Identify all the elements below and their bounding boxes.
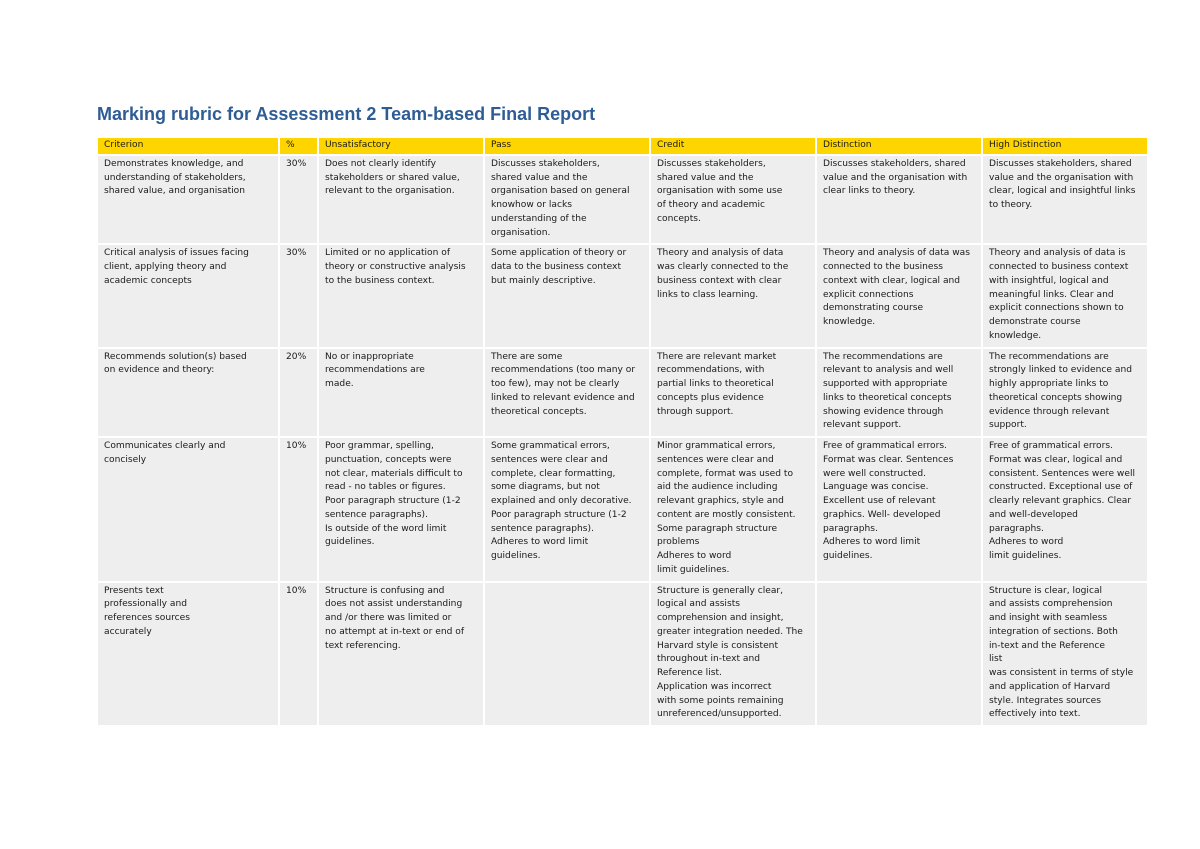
header-pass: Pass — [485, 138, 649, 154]
criterion-cell: Demonstrates knowledge, and understanding of stakeholders, shared value, and organisation — [98, 156, 278, 244]
unsatisfactory-cell: Limited or no application of theory or constructive analysis to the business context. — [319, 245, 483, 346]
table-row — [98, 583, 1147, 726]
table-row — [98, 245, 1147, 346]
percent-cell: 30% — [280, 245, 317, 346]
header-percent: % — [280, 138, 317, 154]
distinction-cell: Theory and analysis of data was connected to the business context with clear, logical and explicit connections demonstrating course knowledge. — [817, 245, 981, 346]
distinction-cell: Discusses stakeholders, shared value and the organisation with clear links to theory. — [817, 156, 981, 244]
table-row — [98, 156, 1147, 244]
rubric-table — [96, 136, 1149, 727]
high-distinction-cell: Structure is clear, logical and assists comprehension and insight with seamless integration of sections. Both in-text and the Reference list was consistent in terms of style and application of Harvard style. Integrates sources effectively into text. — [983, 583, 1147, 726]
pass-cell: Some grammatical errors, sentences were clear and complete, clear formatting, some diagrams, but not explained and only decorative. Poor paragraph structure (1-2 sentence paragraphs). Adheres to word limit guidelines. — [485, 438, 649, 581]
pass-cell: Some application of theory or data to the business context but mainly descriptive. — [485, 245, 649, 346]
criterion-cell: Critical analysis of issues facing client, applying theory and academic concepts — [98, 245, 278, 346]
unsatisfactory-cell: No or inappropriate recommendations are made. — [319, 349, 483, 437]
header-credit: Credit — [651, 138, 815, 154]
percent-cell: 30% — [280, 156, 317, 244]
pass-cell — [485, 583, 649, 726]
high-distinction-cell: Discusses stakeholders, shared value and the organisation with clear, logical and insightful links to theory. — [983, 156, 1147, 244]
unsatisfactory-cell: Does not clearly identify stakeholders or shared value, relevant to the organisation. — [319, 156, 483, 244]
table-row — [98, 349, 1147, 437]
distinction-cell: Free of grammatical errors. Format was clear. Sentences were well constructed. Language was concise. Excellent use of relevant graphics. Well- developed paragraphs. Adheres to word limit guidelines. — [817, 438, 981, 581]
distinction-cell — [817, 583, 981, 726]
credit-cell: Structure is generally clear, logical and assists comprehension and insight, greater integration needed. The Harvard style is consistent throughout in-text and Reference list. Application was incorrect with some points remaining unreferenced/unsupported. — [651, 583, 815, 726]
high-distinction-cell: The recommendations are strongly linked to evidence and highly appropriate links to theoretical concepts showing evidence through relevant support. — [983, 349, 1147, 437]
credit-cell: Theory and analysis of data was clearly connected to the business context with clear links to class learning. — [651, 245, 815, 346]
credit-cell: There are relevant market recommendations, with partial links to theoretical concepts plus evidence through support. — [651, 349, 815, 437]
distinction-cell: The recommendations are relevant to analysis and well supported with appropriate links to theoretical concepts showing evidence through relevant support. — [817, 349, 981, 437]
header-distinction: Distinction — [817, 138, 981, 154]
percent-cell: 10% — [280, 583, 317, 726]
unsatisfactory-cell: Poor grammar, spelling, punctuation, concepts were not clear, materials difficult to read - no tables or figures. Poor paragraph structure (1-2 sentence paragraphs). Is outside of the word limit guidelines. — [319, 438, 483, 581]
high-distinction-cell: Theory and analysis of data is connected to business context with insightful, logical and meaningful links. Clear and explicit connections shown to demonstrate course knowledge. — [983, 245, 1147, 346]
percent-cell: 20% — [280, 349, 317, 437]
pass-cell: Discusses stakeholders, shared value and the organisation based on general knowhow or lacks understanding of the organisation. — [485, 156, 649, 244]
unsatisfactory-cell: Structure is confusing and does not assist understanding and /or there was limited or no attempt at in-text or end of text referencing. — [319, 583, 483, 726]
header-high-distinction: High Distinction — [983, 138, 1147, 154]
percent-cell: 10% — [280, 438, 317, 581]
credit-cell: Discusses stakeholders, shared value and the organisation with some use of theory and academic concepts. — [651, 156, 815, 244]
credit-cell: Minor grammatical errors, sentences were clear and complete, format was used to aid the audience including relevant graphics, style and content are mostly consistent. Some paragraph structure problems Adheres to word limit guidelines. — [651, 438, 815, 581]
criterion-cell: Presents text professionally and references sources accurately — [98, 583, 278, 726]
header-criterion: Criterion — [98, 138, 278, 154]
header-unsatisfactory: Unsatisfactory — [319, 138, 483, 154]
criterion-cell: Recommends solution(s) based on evidence and theory: — [98, 349, 278, 437]
page-title: Marking rubric for Assessment 2 Team-based Final Report — [97, 104, 596, 124]
table-row — [98, 438, 1147, 581]
high-distinction-cell: Free of grammatical errors. Format was clear, logical and consistent. Sentences were well constructed. Exceptional use of clearly relevant graphics. Clear and well-developed paragraphs. Adheres to word limit guidelines. — [983, 438, 1147, 581]
header-row — [98, 138, 1147, 154]
pass-cell: There are some recommendations (too many or too few), may not be clearly linked to relevant evidence and theoretical concepts. — [485, 349, 649, 437]
criterion-cell: Communicates clearly and concisely — [98, 438, 278, 581]
